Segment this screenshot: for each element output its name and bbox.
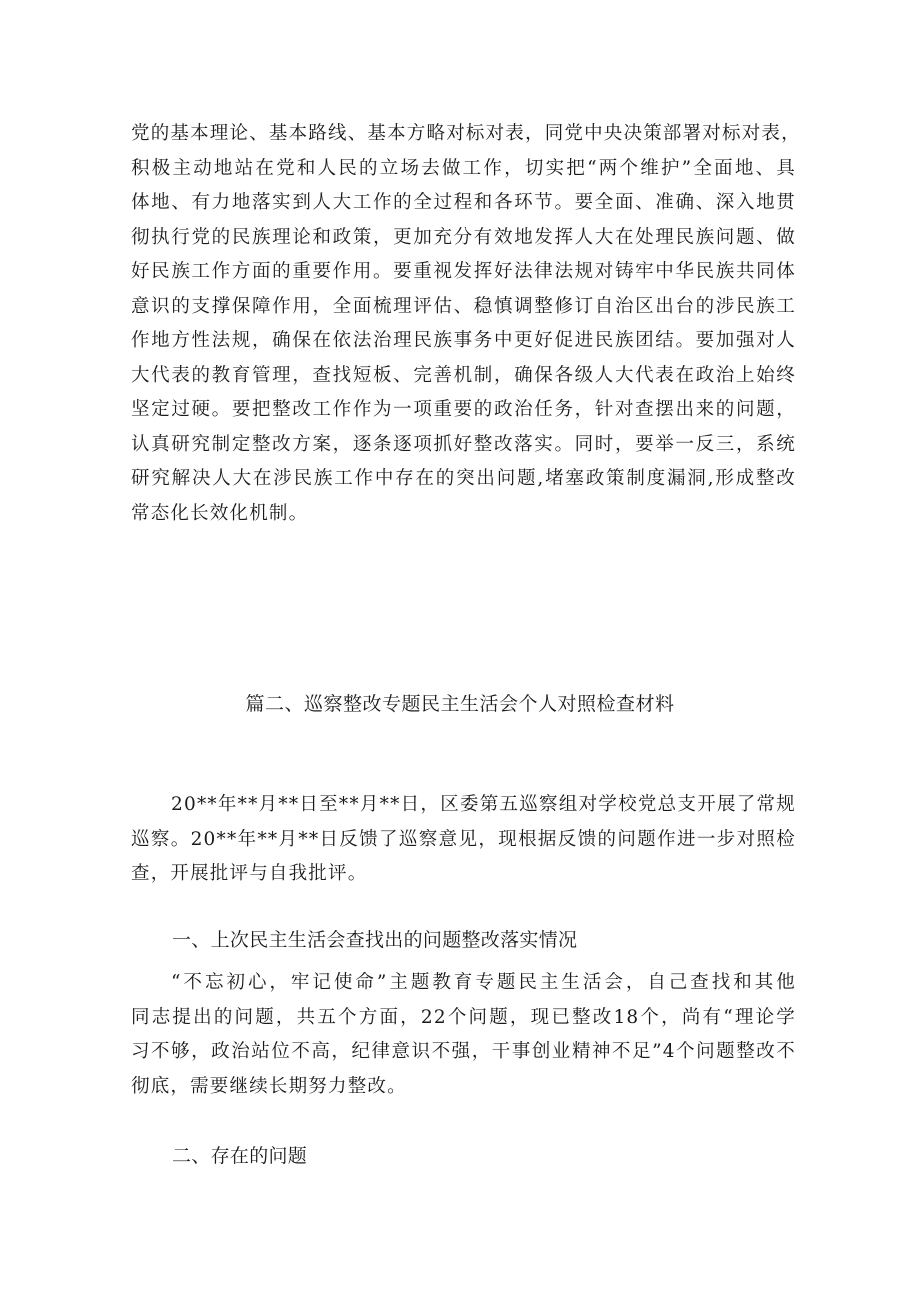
heading-1-line: 习不够，政治站位不高，纪律意识不强，干事创业精神不足”4个问题整改不 <box>131 1041 796 1062</box>
heading-2: 二、存在的问题 <box>172 1145 308 1167</box>
intro-line: 彻执行党的民族理论和政策，更加充分有效地发挥人大在处理民族问题、做 <box>131 226 796 248</box>
intro-line: 意识的支撑保障作用，全面梳理评估、稳慎调整修订自治区出台的涉民族工 <box>131 295 796 317</box>
opening-line: 巡察。20**年**月**日反馈了巡察意见，现根据反馈的问题作进一步对照检 <box>131 828 796 850</box>
heading-1-line: 彻底，需要继续长期努力整改。 <box>131 1075 407 1097</box>
heading-1-line: 同志提出的问题，共五个方面，22个问题，现已整改18个，尚有“理论学 <box>131 1006 796 1028</box>
intro-line: 体地、有力地落实到人大工作的全过程和各环节。要全面、准确、深入地贯 <box>131 192 796 213</box>
section-title: 篇二、巡察整改专题民主生活会个人对照检查材料 <box>245 693 675 715</box>
intro-line: 坚定过硬。要把整改工作作为一项重要的政治任务，针对查摆出来的问题， <box>131 399 796 420</box>
heading-1: 一、上次民主生活会查找出的问题整改落实情况 <box>172 929 578 951</box>
heading-1-line: “不忘初心，牢记使命”主题教育专题民主生活会，自己查找和其他 <box>171 972 796 993</box>
intro-line: 认真研究制定整改方案，逐条逐项抓好整改落实。同时，要举一反三，系统 <box>131 433 796 455</box>
intro-line: 好民族工作方面的重要作用。要重视发挥好法律法规对铸牢中华民族共同体 <box>131 261 796 282</box>
intro-line: 常态化长效化机制。 <box>131 502 309 524</box>
intro-line: 党的基本理论、基本路线、基本方略对标对表，同党中央决策部署对标对表， <box>131 123 801 144</box>
intro-paragraph <box>131 117 801 531</box>
opening-line: 查，开展批评与自我批评。 <box>131 863 368 884</box>
opening-line: 20**年**月**日至**月**日，区委第五巡察组对学校党总支开展了常规 <box>171 794 796 815</box>
heading-1-paragraph <box>131 966 796 1104</box>
intro-line: 积极主动地站在党和人民的立场去做工作，切实把“两个维护”全面地、具 <box>131 157 796 179</box>
opening-paragraph <box>131 788 796 892</box>
intro-line: 大代表的教育管理，查找短板、完善机制，确保各级人大代表在政治上始终 <box>131 364 796 386</box>
intro-line: 作地方性法规，确保在依法治理民族事务中更好促进民族团结。要加强对人 <box>131 330 796 351</box>
intro-line: 研究解决人大在涉民族工作中存在的突出问题,堵塞政策制度漏洞,形成整改 <box>131 468 796 489</box>
